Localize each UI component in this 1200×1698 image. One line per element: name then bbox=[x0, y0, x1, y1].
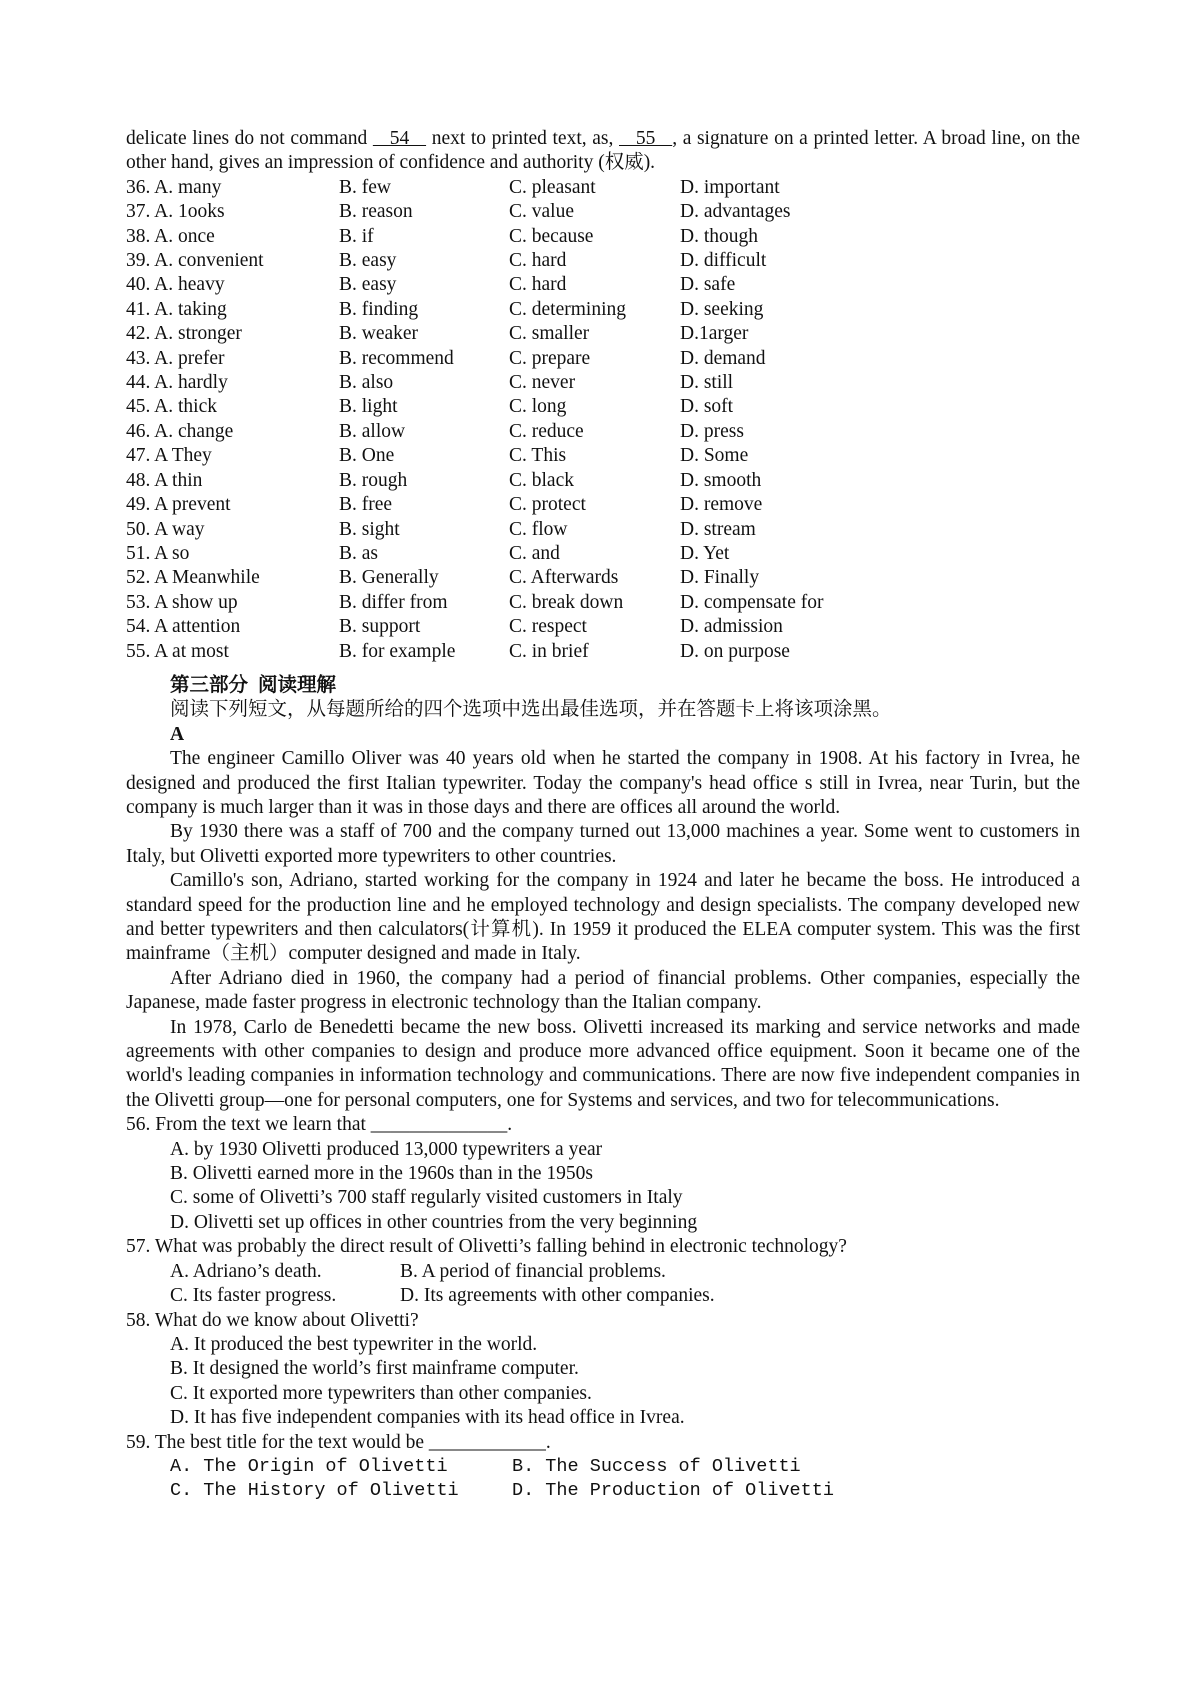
cloze-option[interactable]: 40. A. heavy bbox=[126, 274, 225, 296]
cloze-option[interactable]: 48. A thin bbox=[126, 469, 203, 491]
cloze-option[interactable]: B. One bbox=[339, 445, 395, 467]
cloze-option[interactable]: 37. A. 1ooks bbox=[126, 201, 225, 223]
passage-paragraph: The engineer Camillo Oliver was 40 years old when he started the company in 1908. At his factory in Ivrea, he designed and produced the first Italian typewriter. Today the company's head office s still in Ivrea, near Turin, but the company is much larger than it was in those days and there are offices all around the world. bbox=[126, 748, 1080, 818]
cloze-option[interactable]: D. Some bbox=[680, 445, 749, 467]
cloze-option-row bbox=[126, 273, 980, 297]
cloze-option[interactable]: 45. A. thick bbox=[126, 396, 217, 418]
cloze-text-prefix: delicate lines do not command bbox=[126, 128, 368, 149]
cloze-option[interactable]: D. demand bbox=[680, 347, 766, 369]
cloze-option[interactable]: B. recommend bbox=[339, 347, 454, 369]
cloze-option-row bbox=[126, 542, 980, 566]
cloze-option[interactable]: C. determining bbox=[509, 298, 626, 320]
cloze-option[interactable]: C. because bbox=[509, 225, 594, 247]
cloze-option[interactable]: D. stream bbox=[680, 518, 756, 540]
option[interactable]: A. It produced the best typewriter in the world. bbox=[170, 1333, 538, 1355]
cloze-option-row bbox=[126, 298, 980, 322]
cloze-option[interactable]: 49. A prevent bbox=[126, 494, 231, 516]
cloze-option[interactable]: 55. A at most bbox=[126, 640, 229, 662]
option[interactable]: C. Its faster progress. bbox=[170, 1285, 337, 1307]
cloze-option[interactable]: D. advantages bbox=[680, 201, 791, 223]
question-59-stem: 59. The best title for the text would be ____________. bbox=[126, 1431, 551, 1453]
cloze-option[interactable]: C. and bbox=[509, 542, 560, 564]
cloze-option-row bbox=[126, 395, 980, 419]
cloze-option[interactable]: 53. A show up bbox=[126, 591, 238, 613]
cloze-option[interactable]: C. respect bbox=[509, 616, 587, 638]
cloze-option[interactable]: C. This bbox=[509, 445, 567, 467]
section-heading bbox=[170, 674, 1080, 698]
cloze-option[interactable]: C. long bbox=[509, 396, 567, 418]
cloze-option[interactable]: B. reason bbox=[339, 201, 413, 223]
cloze-option[interactable]: D.1arger bbox=[680, 323, 749, 345]
cloze-option[interactable]: C. Afterwards bbox=[509, 567, 619, 589]
cloze-option[interactable]: D. admission bbox=[680, 616, 783, 638]
option[interactable]: B. A period of financial problems. bbox=[400, 1260, 666, 1282]
reading-section bbox=[170, 674, 1080, 747]
cloze-option[interactable]: C. hard bbox=[509, 274, 567, 296]
cloze-option-row bbox=[126, 566, 980, 590]
question-56-options bbox=[170, 1138, 1080, 1236]
cloze-option[interactable]: B. easy bbox=[339, 274, 397, 296]
cloze-option[interactable]: B. easy bbox=[339, 250, 397, 272]
cloze-option[interactable]: B. support bbox=[339, 616, 421, 638]
cloze-option[interactable]: D. smooth bbox=[680, 469, 762, 491]
passage-paragraph: Camillo's son, Adriano, started working for the company in 1924 and later he became the boss. He introduced a standard speed for the production line and he employed technology and design specialists. The company developed new and better typewriters and then calculators(计算机). In 1959 it produced the ELEA computer system. This was the first mainframe（主机）computer designed and made in Italy. bbox=[126, 870, 1080, 965]
section-title: 阅读理解 bbox=[258, 674, 337, 696]
cloze-option[interactable]: D. difficult bbox=[680, 250, 767, 272]
cloze-text-mid: next to printed text, as, bbox=[431, 128, 614, 149]
option[interactable]: A. by 1930 Olivetti produced 13,000 typewriters a year bbox=[170, 1138, 603, 1160]
question-58-stem: 58. What do we know about Olivetti? bbox=[126, 1309, 419, 1331]
passage-paragraph: After Adriano died in 1960, the company had a period of financial problems. Other companies, especially the Japanese, made faster progress in electronic technology than the Italian company. bbox=[126, 967, 1080, 1014]
cloze-option[interactable]: 51. A so bbox=[126, 542, 190, 564]
option[interactable]: B. Olivetti earned more in the 1960s than in the 1950s bbox=[170, 1163, 593, 1185]
cloze-option[interactable]: 52. A Meanwhile bbox=[126, 567, 260, 589]
cloze-option[interactable]: B. allow bbox=[339, 420, 406, 442]
cloze-option-row bbox=[126, 591, 980, 615]
blank-55: 55 bbox=[619, 128, 673, 149]
cloze-option[interactable]: D. remove bbox=[680, 494, 763, 516]
option[interactable]: D. It has five independent companies with its head office in Ivrea. bbox=[170, 1407, 685, 1429]
cloze-option-row bbox=[126, 176, 980, 200]
cloze-option[interactable]: 44. A. hardly bbox=[126, 372, 228, 394]
cloze-option-row bbox=[126, 371, 980, 395]
cloze-passage-end bbox=[126, 127, 1080, 176]
cloze-option[interactable]: 50. A way bbox=[126, 518, 205, 540]
option[interactable]: D. Olivetti set up offices in other countries from the very beginning bbox=[170, 1211, 698, 1233]
cloze-option[interactable]: D. though bbox=[680, 225, 758, 247]
exam-page bbox=[126, 127, 1080, 1504]
cloze-option[interactable]: B. finding bbox=[339, 298, 419, 320]
question-59-options bbox=[170, 1455, 1080, 1504]
cloze-option[interactable]: 38. A. once bbox=[126, 225, 215, 247]
cloze-option-row bbox=[126, 444, 980, 468]
section-part: 第三部分 bbox=[170, 674, 249, 696]
cloze-option[interactable]: 43. A. prefer bbox=[126, 347, 225, 369]
cloze-option[interactable]: C. value bbox=[509, 201, 574, 223]
option[interactable]: C. The History of Olivetti bbox=[170, 1480, 459, 1502]
cloze-option-row bbox=[126, 640, 980, 664]
cloze-option[interactable]: 54. A attention bbox=[126, 616, 241, 638]
cloze-option[interactable]: B. differ from bbox=[339, 591, 448, 613]
question-56-stem: 56. From the text we learn that ______________. bbox=[126, 1114, 513, 1136]
cloze-option-row bbox=[126, 200, 980, 224]
cloze-option[interactable]: D. seeking bbox=[680, 298, 764, 320]
cloze-option-row bbox=[126, 347, 980, 371]
cloze-option[interactable]: B. weaker bbox=[339, 323, 419, 345]
cloze-option[interactable]: C. smaller bbox=[509, 323, 590, 345]
cloze-option[interactable]: D. on purpose bbox=[680, 640, 790, 662]
passage-label: A bbox=[170, 723, 185, 745]
cloze-options-table bbox=[126, 176, 980, 664]
cloze-option[interactable]: B. Generally bbox=[339, 567, 439, 589]
cloze-option[interactable]: 46. A. change bbox=[126, 420, 234, 442]
cloze-option[interactable]: C. black bbox=[509, 469, 574, 491]
cloze-option[interactable]: B. as bbox=[339, 542, 378, 564]
option[interactable]: D. Its agreements with other companies. bbox=[400, 1285, 715, 1307]
cloze-option[interactable]: D. soft bbox=[680, 396, 734, 418]
option[interactable]: C. some of Olivetti’s 700 staff regularly visited customers in Italy bbox=[170, 1187, 683, 1209]
cloze-option[interactable]: D. press bbox=[680, 420, 744, 442]
cloze-option[interactable]: D. safe bbox=[680, 274, 736, 296]
cloze-option[interactable]: D. important bbox=[680, 176, 780, 198]
option[interactable]: D. The Production of Olivetti bbox=[512, 1480, 834, 1502]
cloze-option-row bbox=[126, 322, 980, 346]
cloze-option[interactable]: B. sight bbox=[339, 518, 400, 540]
passage-paragraph: By 1930 there was a staff of 700 and the company turned out 13,000 machines a year. Some went to customers in Italy, but Olivetti exported more typewriters to other countries. bbox=[126, 821, 1080, 867]
cloze-option[interactable]: B. light bbox=[339, 396, 398, 418]
cloze-option[interactable]: B. rough bbox=[339, 469, 408, 491]
cloze-option[interactable]: C. flow bbox=[509, 518, 568, 540]
cloze-option[interactable]: B. few bbox=[339, 176, 391, 198]
question-57-options bbox=[170, 1260, 1080, 1309]
cloze-option[interactable]: B. for example bbox=[339, 640, 456, 662]
cloze-option-row bbox=[126, 225, 980, 249]
option[interactable]: B. The Success of Olivetti bbox=[512, 1455, 801, 1477]
cloze-option[interactable]: D. Yet bbox=[680, 542, 730, 564]
question-57-stem: 57. What was probably the direct result of Olivetti’s falling behind in electronic technology? bbox=[126, 1236, 847, 1258]
cloze-option[interactable]: 42. A. stronger bbox=[126, 323, 242, 345]
cloze-option[interactable]: C. break down bbox=[509, 591, 624, 613]
cloze-option[interactable]: C. protect bbox=[509, 494, 586, 516]
cloze-option[interactable]: 47. A They bbox=[126, 445, 212, 467]
cloze-option[interactable]: 39. A. convenient bbox=[126, 250, 264, 272]
cloze-text-suffix: , a signature on a printed letter. A broad line, on the other hand, gives an impression of confidence and authority (权威). bbox=[126, 128, 1081, 174]
cloze-option[interactable]: D. Finally bbox=[680, 567, 760, 589]
cloze-option[interactable]: C. prepare bbox=[509, 347, 591, 369]
option[interactable]: C. It exported more typewriters than other companies. bbox=[170, 1382, 592, 1404]
cloze-option[interactable]: B. also bbox=[339, 372, 394, 394]
cloze-option[interactable]: C. in brief bbox=[509, 640, 589, 662]
cloze-option-row bbox=[126, 420, 980, 444]
question-58-options bbox=[170, 1333, 1080, 1431]
cloze-option-row bbox=[126, 249, 980, 273]
cloze-option[interactable]: C. reduce bbox=[509, 420, 584, 442]
cloze-option[interactable]: B. free bbox=[339, 494, 393, 516]
cloze-option[interactable]: D. compensate for bbox=[680, 591, 824, 613]
cloze-option[interactable]: C. pleasant bbox=[509, 176, 596, 198]
cloze-option-row bbox=[126, 615, 980, 639]
cloze-option-row bbox=[126, 493, 980, 517]
cloze-option-row bbox=[126, 469, 980, 493]
cloze-option[interactable]: 36. A. many bbox=[126, 176, 222, 198]
cloze-option[interactable]: B. if bbox=[339, 225, 374, 247]
section-instruction: 阅读下列短文，从每题所给的四个选项中选出最佳选项，并在答题卡上将该项涂黑。 bbox=[170, 699, 892, 721]
cloze-option[interactable]: D. still bbox=[680, 372, 734, 394]
cloze-option-row bbox=[126, 518, 980, 542]
option[interactable]: A. The Origin of Olivetti bbox=[170, 1455, 448, 1477]
cloze-option[interactable]: C. hard bbox=[509, 250, 567, 272]
blank-54: 54 bbox=[372, 128, 427, 149]
passage-paragraph: In 1978, Carlo de Benedetti became the new boss. Olivetti increased its marking and service networks and made agreements with other companies to design and produce more advanced office equipment. Soon it became one of the world's leading companies in information technology and communications. There are now five independent companies in the Olivetti group—one for personal computers, one for Systems and services, and two for telecommunications. bbox=[126, 1016, 1080, 1111]
option[interactable]: A. Adriano’s death. bbox=[170, 1260, 322, 1282]
cloze-option[interactable]: 41. A. taking bbox=[126, 298, 227, 320]
option[interactable]: B. It designed the world’s first mainframe computer. bbox=[170, 1358, 579, 1380]
cloze-option[interactable]: C. never bbox=[509, 372, 576, 394]
